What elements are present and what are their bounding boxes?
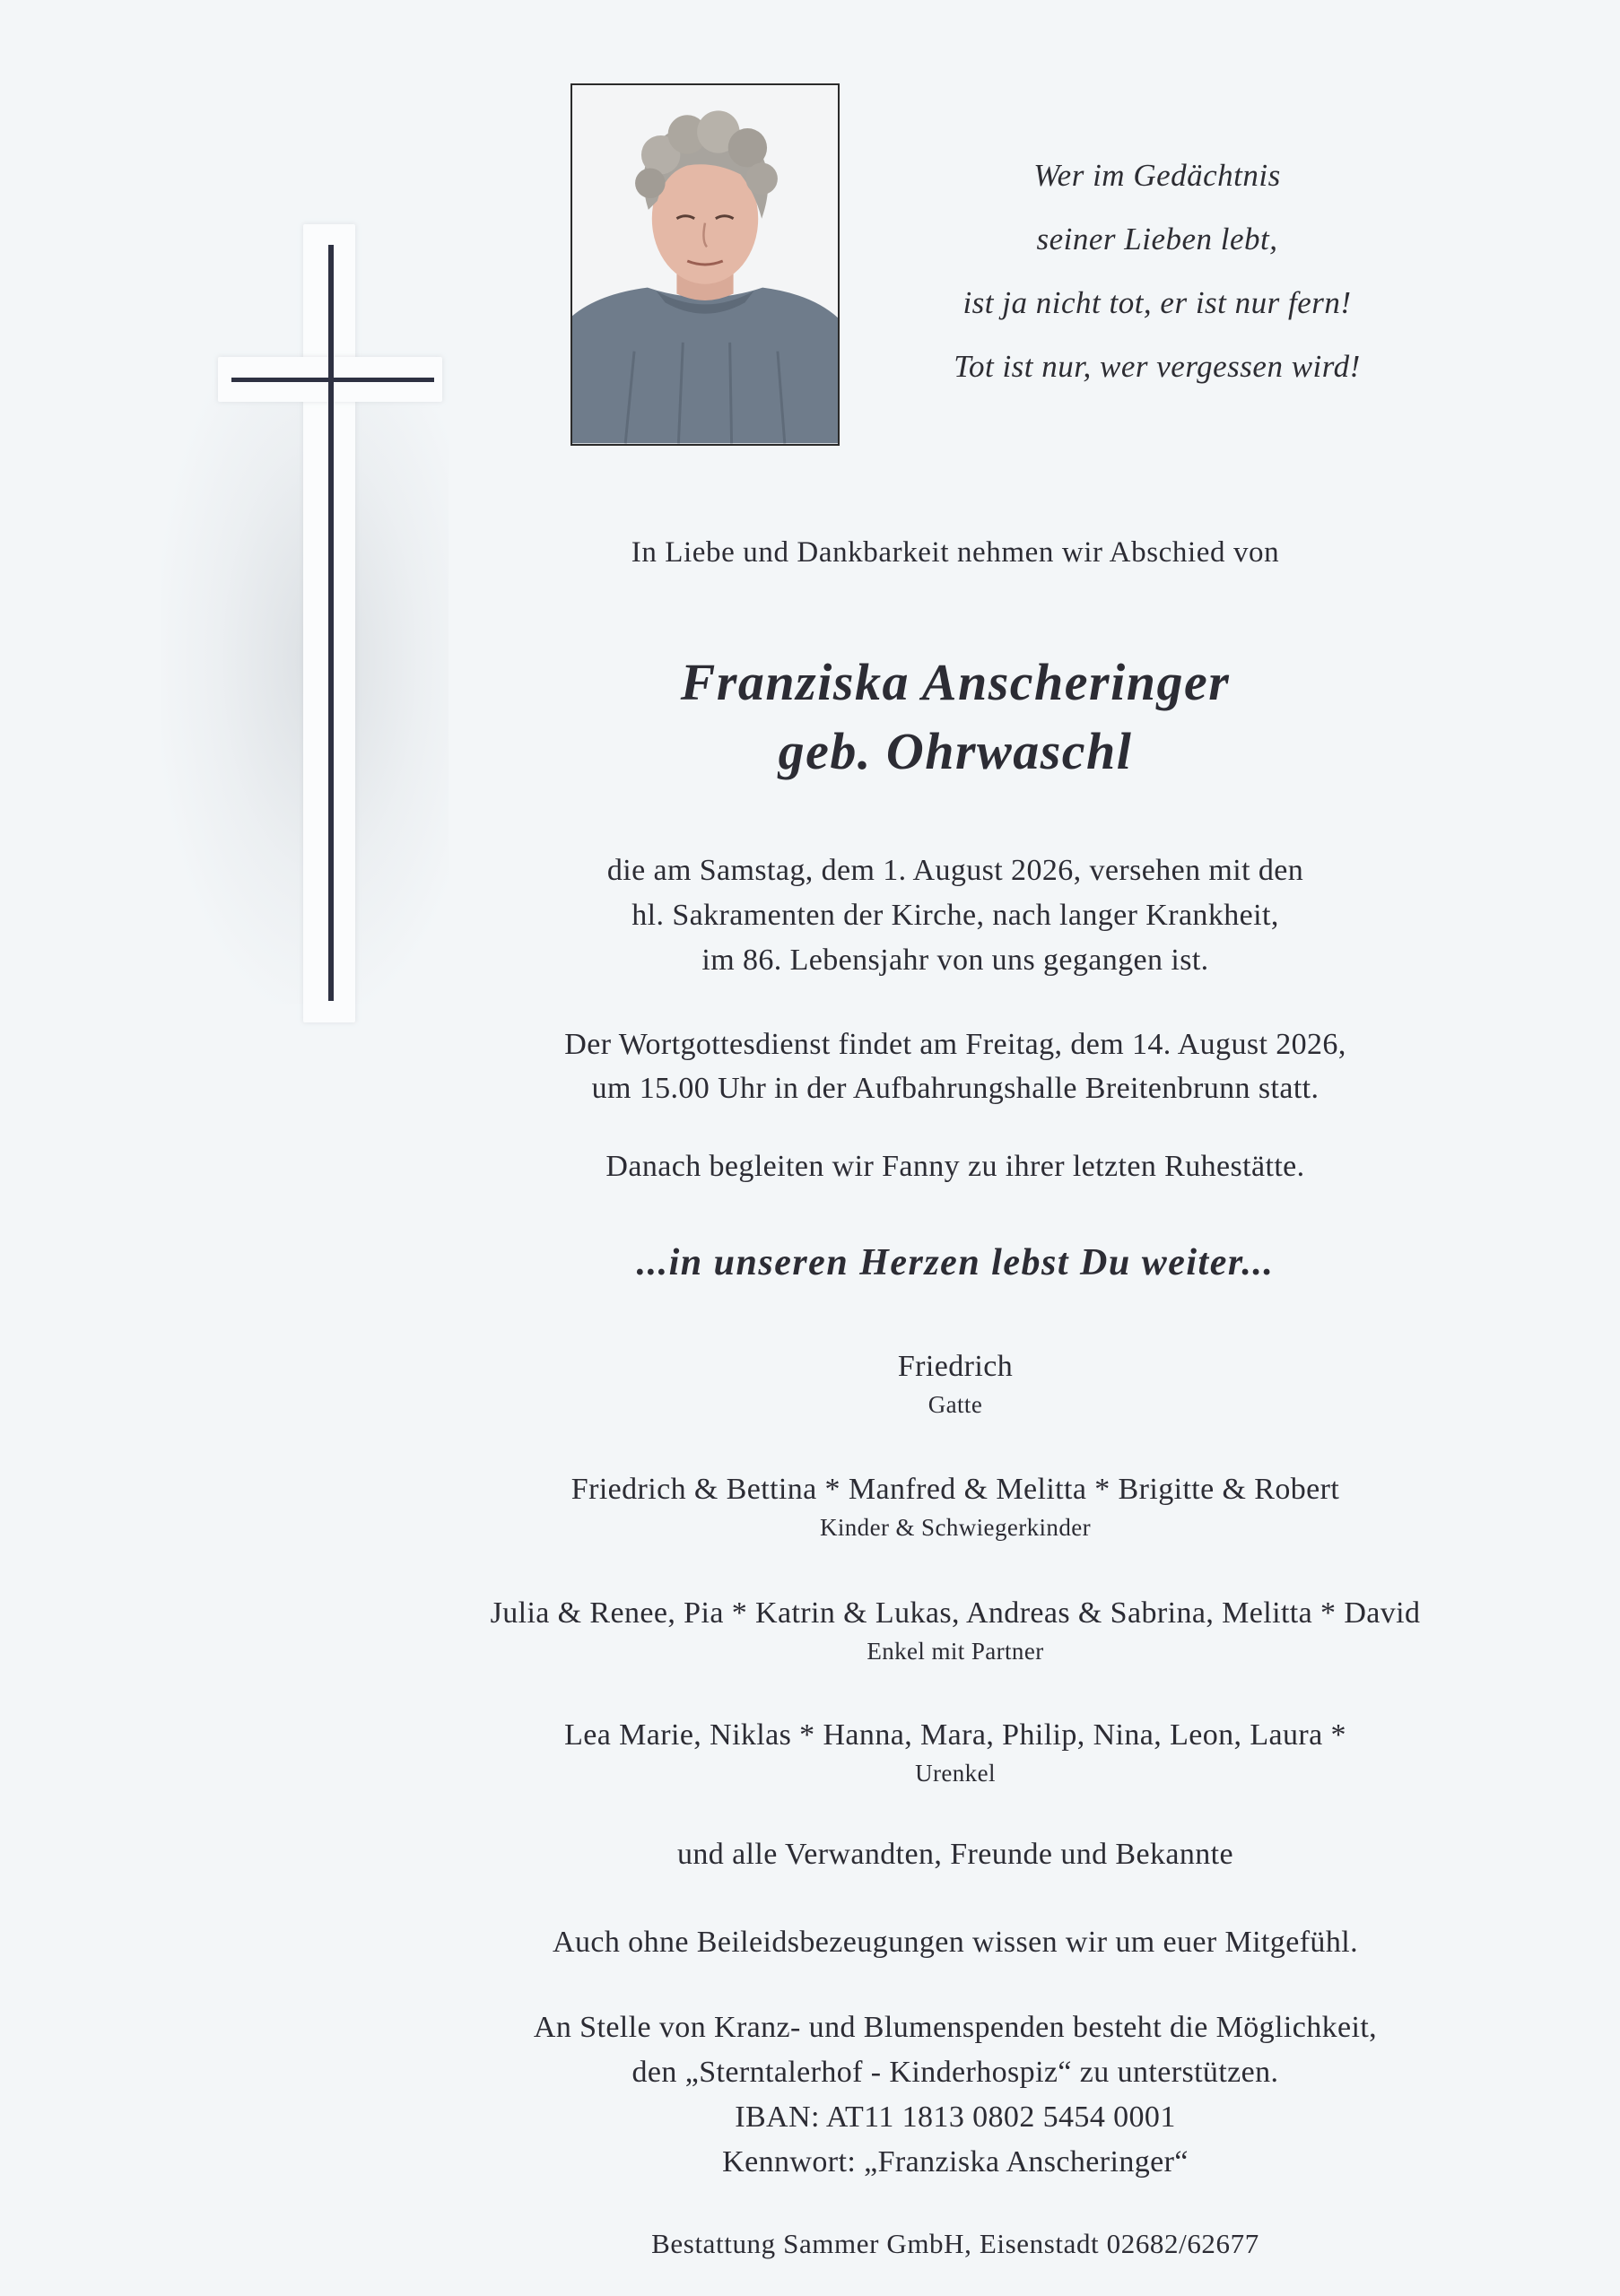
burial-paragraph: [269, 1150, 1620, 1184]
name-line: Franziska Anscheringer: [680, 653, 1231, 711]
family-names: Friedrich & Bettina * Manfred & Melitta * Brigitte & Robert: [570, 1473, 1340, 1506]
family-names: Friedrich: [897, 1350, 1014, 1383]
intro-line: In Liebe und Dankbarkeit nehmen wir Abschied von: [631, 536, 1280, 569]
quote-line: seiner Lieben lebt,: [1036, 222, 1278, 257]
family-group-great-grandchildren: [269, 1718, 1620, 1787]
portrait-photo: [570, 83, 840, 446]
service-paragraph: [269, 1022, 1620, 1110]
service-line: um 15.00 Uhr in der Aufbahrungshalle Breitenbrunn statt.: [591, 1072, 1320, 1105]
relatives-text: und alle Verwandten, Freunde und Bekannte: [676, 1838, 1234, 1871]
condolence-line: [269, 1926, 1620, 1960]
burial-line: Danach begleiten wir Fanny zu ihrer letzten Ruhestätte.: [605, 1150, 1305, 1183]
service-line: Der Wortgottesdienst findet am Freitag, dem 14. August 2026,: [564, 1028, 1346, 1061]
death-notice-paragraph: [269, 848, 1620, 983]
birth-name-line: geb. Ohrwaschl: [778, 722, 1133, 780]
cross-icon-horizontal-bar: [231, 378, 434, 382]
memorial-quote: [870, 144, 1444, 398]
family-names: Lea Marie, Niklas * Hanna, Mara, Philip, Nina, Leon, Laura *: [564, 1718, 1346, 1752]
family-role: Gatte: [928, 1391, 983, 1418]
iban-line: IBAN: AT11 1813 0802 5454 0001: [735, 2100, 1176, 2134]
death-line: die am Samstag, dem 1. August 2026, versehen mit den: [606, 854, 1304, 887]
keyword-line: Kennwort: „Franziska Anscheringer“: [722, 2145, 1189, 2179]
family-role: Kinder & Schwiegerkinder: [819, 1514, 1091, 1541]
motto: [269, 1241, 1620, 1284]
intro-text: [269, 536, 1620, 570]
funeral-home-text: Bestattung Sammer GmbH, Eisenstadt 02682/62677: [651, 2228, 1259, 2259]
death-line: im 86. Lebensjahr von uns gegangen ist.: [701, 944, 1209, 977]
family-group-children: [269, 1473, 1620, 1542]
portrait-illustration: [572, 85, 838, 444]
quote-line: ist ja nicht tot, er ist nur fern!: [962, 285, 1352, 320]
family-group-grandchildren: [269, 1596, 1620, 1665]
funeral-home-footer: [269, 2228, 1620, 2260]
donation-line: den „Sterntalerhof - Kinderhospiz“ zu unterstützen.: [631, 2056, 1279, 2089]
donation-line: An Stelle von Kranz- und Blumenspenden besteht die Möglichkeit,: [533, 2011, 1378, 2044]
relatives-line: [269, 1838, 1620, 1872]
family-role: Urenkel: [915, 1760, 996, 1787]
death-line: hl. Sakramenten der Kirche, nach langer Krankheit,: [631, 899, 1279, 932]
deceased-name: [269, 648, 1620, 786]
family-names: Julia & Renee, Pia * Katrin & Lukas, Andreas & Sabrina, Melitta * David: [490, 1596, 1421, 1630]
family-role: Enkel mit Partner: [867, 1638, 1044, 1665]
quote-line: Wer im Gedächtnis: [1033, 158, 1281, 193]
motto-line: ...in unseren Herzen lebst Du weiter...: [636, 1242, 1275, 1283]
condolence-text: Auch ohne Beileidsbezeugungen wissen wir um euer Mitgefühl.: [553, 1926, 1358, 1959]
family-group-spouse: [269, 1350, 1620, 1419]
quote-line: Tot ist nur, wer vergessen wird!: [954, 349, 1361, 384]
donation-paragraph: [269, 2005, 1620, 2185]
